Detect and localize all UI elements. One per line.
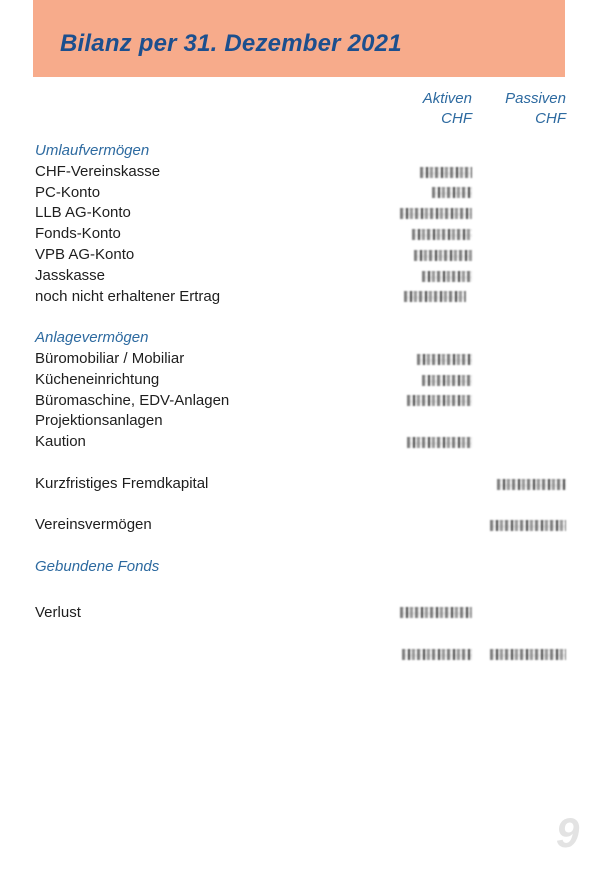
balance-sheet: [35, 141, 566, 665]
page-title: Bilanz per 31. Dezember 2021: [60, 30, 402, 57]
passiven-cell: [472, 370, 566, 391]
aktiven-cell: [372, 391, 472, 412]
row-label: Büromobiliar / Mobiliar: [35, 349, 185, 367]
section-heading-label: Gebundene Fonds: [35, 557, 160, 575]
passiven-cell: [472, 224, 566, 245]
ledger-row-jasskasse: [35, 266, 566, 287]
row-spacer: [35, 307, 566, 328]
passiven-cell: [472, 391, 566, 412]
ledger-row-kuecheneinrichtung: [35, 370, 566, 391]
section-heading-umlaufvermoegen: [35, 141, 566, 162]
row-spacer: [35, 536, 566, 557]
redacted-amount: [400, 607, 472, 618]
ledger-row-vpb-ag-konto: [35, 245, 566, 266]
column-header-passiven: [472, 89, 566, 129]
aktiven-cell: [372, 411, 472, 432]
ledger-row-llb-ag-konto: [35, 203, 566, 224]
ledger-row-noch-nicht-erhaltener-ertrag: [35, 287, 566, 308]
redacted-amount: [422, 375, 472, 386]
row-label: Verlust: [35, 603, 81, 621]
aktiven-total-cell: [372, 644, 472, 665]
passiven-cell: [472, 349, 566, 370]
currency-label-passiven: CHF: [535, 110, 566, 127]
column-label-aktiven: Aktiven: [422, 90, 472, 107]
row-label: noch nicht erhaltener Ertrag: [35, 287, 221, 305]
row-label: VPB AG-Konto: [35, 245, 135, 263]
aktiven-cell: [372, 203, 472, 224]
passiven-cell: [472, 203, 566, 224]
passiven-cell: [472, 162, 566, 183]
ledger-row-pc-konto: [35, 183, 566, 204]
aktiven-cell: [372, 432, 472, 453]
passiven-cell: [472, 245, 566, 266]
redacted-amount: [420, 167, 472, 178]
row-spacer: [35, 578, 566, 599]
passiven-total-cell: [472, 644, 566, 665]
aktiven-cell: [372, 266, 472, 287]
passiven-cell: [472, 603, 566, 624]
page-number: 9: [556, 809, 580, 856]
row-label: Büromaschine, EDV-Anlagen: [35, 391, 230, 409]
ledger-row-fonds-konto: [35, 224, 566, 245]
column-label-passiven: Passiven: [505, 90, 566, 107]
row-label: PC-Konto: [35, 183, 101, 201]
section-heading-label: Umlaufvermögen: [35, 142, 150, 159]
ledger-row-bueromobiliar: [35, 349, 566, 370]
row-label: LLB AG-Konto: [35, 204, 131, 222]
aktiven-cell: [372, 224, 472, 245]
passiven-cell: [472, 411, 566, 432]
passiven-cell: [472, 287, 566, 308]
redacted-amount: [407, 395, 472, 406]
row-label: Fonds-Konto: [35, 225, 121, 243]
ledger-row-bueromaschine-edv: [35, 391, 566, 412]
row-spacer: [35, 453, 566, 474]
aktiven-cell: [372, 603, 472, 624]
redacted-amount: [407, 437, 472, 448]
row-label: Jasskasse: [35, 266, 106, 284]
row-label: Vereinsvermögen: [35, 516, 152, 534]
row-label: Kurzfristiges Fremdkapital: [35, 474, 209, 492]
redacted-amount: [490, 520, 566, 531]
aktiven-cell: [372, 370, 472, 391]
ledger-row-verlust: [35, 603, 566, 624]
redacted-amount: [400, 208, 472, 219]
aktiven-cell: [372, 515, 472, 536]
passiven-cell: [472, 432, 566, 453]
passiven-cell: [472, 266, 566, 287]
passiven-cell: [472, 474, 566, 495]
redacted-amount: [414, 250, 472, 261]
redacted-amount: [422, 271, 472, 282]
row-label: Kücheneinrichtung: [35, 370, 160, 388]
redacted-amount: [412, 229, 472, 240]
section-heading-label: Anlagevermögen: [35, 329, 149, 347]
ledger-row-chf-vereinskasse: [35, 162, 566, 183]
aktiven-cell: [372, 183, 472, 204]
section-heading-gebundene-fonds: [35, 557, 566, 578]
ledger-row-kurzfristiges-fremdkapital: [35, 474, 566, 495]
redacted-amount: [417, 354, 472, 365]
aktiven-cell: [372, 287, 472, 308]
row-spacer: [35, 495, 566, 516]
column-header-aktiven: [372, 89, 472, 129]
aktiven-cell: [372, 349, 472, 370]
header-band: [33, 0, 565, 77]
ledger-row-projektionsanlagen: [35, 411, 566, 432]
redacted-amount: [497, 479, 566, 490]
row-label: Kaution: [35, 433, 86, 451]
redacted-amount: [432, 187, 472, 198]
redacted-amount: [490, 649, 566, 660]
row-label: CHF-Vereinskasse: [35, 162, 161, 180]
aktiven-cell: [372, 474, 472, 495]
row-label: Projektionsanlagen: [35, 412, 163, 430]
passiven-cell: [472, 183, 566, 204]
section-heading-anlagevermoegen: [35, 328, 566, 349]
redacted-amount: [404, 291, 466, 302]
aktiven-cell: [372, 162, 472, 183]
row-spacer: [35, 623, 566, 644]
redacted-amount: [402, 649, 472, 660]
currency-label-aktiven: CHF: [441, 110, 472, 127]
ledger-row-total: [35, 644, 566, 665]
ledger-row-vereinsvermoegen: [35, 515, 566, 536]
ledger-row-kaution: [35, 432, 566, 453]
passiven-cell: [472, 515, 566, 536]
aktiven-cell: [372, 245, 472, 266]
